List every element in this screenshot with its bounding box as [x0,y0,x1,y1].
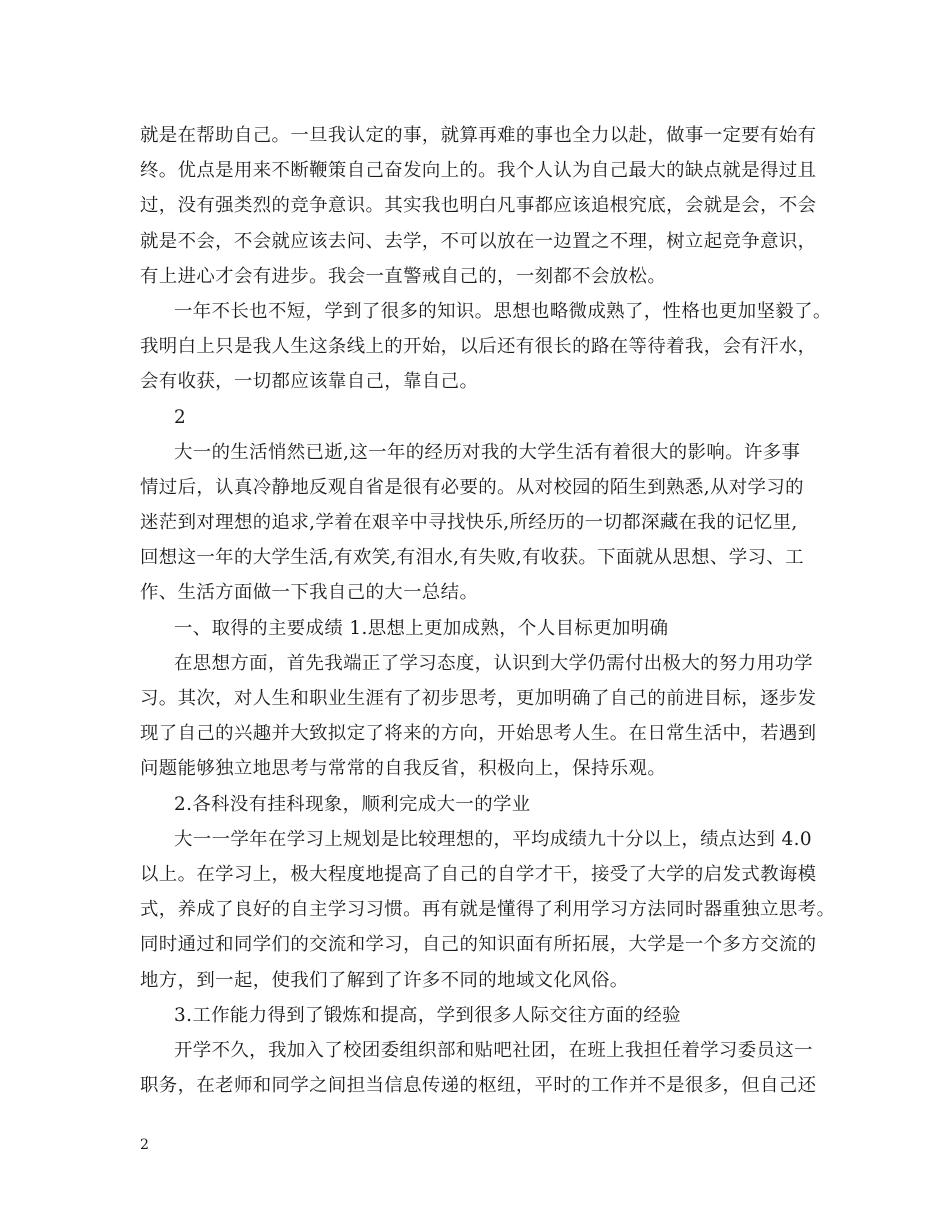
text-line: 习。其次，对人生和职业生涯有了初步思考，更加明确了自己的前进目标，逐步发 [140,688,817,709]
text-line: 大一的生活悄然已逝,这一年的经历对我的大学生活有着很大的影响。许多事 [174,441,801,463]
text-line: 一年不长也不短，学到了很多的知识。思想也略微成熟了，性格也更加坚毅了。 [174,300,832,322]
text-line: 2.各科没有挂科现象，顺利完成大一的学业 [174,793,531,815]
text-line: 开学不久，我加入了校团委组织部和贴吧社团，在班上我担任着学习委员这一 [174,1039,813,1061]
text-line: 职务，在老师和同学之间担当信息传递的枢纽，平时的工作并不是很多，但自己还 [140,1075,817,1097]
text-line: 就是在帮助自己。一旦我认定的事，就算再难的事也全力以赴，做事一定要有始有 [140,125,817,146]
text-line: 就是不会，不会就应该去问、去学，不可以放在一边置之不理，树立起竞争意识， [140,230,817,252]
text-line: 一、取得的主要成绩 1.思想上更加成熟，个人目标更加明确 [174,617,669,639]
text-line: 2 [174,406,187,428]
text-line: 情过后，认真冷静地反观自省是很有必要的。从对校园的陌生到熟悉,从对学习的 [140,476,804,498]
document-body [140,118,836,1103]
text-line: 以上。在学习上，极大程度地提高了自己的自学才干，接受了大学的启发式教诲模 [140,863,817,885]
text-line: 我明白上只是我人生这条线上的开始，以后还有很长的路在等待着我，会有汗水， [140,336,817,358]
text-line: 问题能够独立地思考与常常的自我反省，积极向上，保持乐观。 [140,758,667,780]
text-line: 大一一学年在学习上规划是比较理想的，平均成绩九十分以上，绩点达到 4.0 [174,828,812,850]
page-number: 2 [140,1137,149,1153]
text-line: 地方，到一起，使我们了解到了许多不同的地域文化风俗。 [140,969,629,991]
text-line: 式，养成了良好的自主学习习惯。再有就是懂得了利用学习方法同时器重独立思考。 [140,899,836,921]
text-line: 终。优点是用来不断鞭策自己奋发向上的。我个人认为自己最大的缺点就是得过且 [140,160,817,182]
text-line: 有上进心才会有进步。我会一直警戒自己的，一刻都不会放松。 [140,265,667,287]
text-line: 3.工作能力得到了锻炼和提高，学到很多人际交往方面的经验 [174,1004,681,1026]
text-line: 现了自己的兴趣并大致拟定了将来的方向，开始思考人生。在日常生活中，若遇到 [140,723,817,745]
text-line: 迷茫到对理想的追求,学着在艰辛中寻找快乐,所经历的一切都深藏在我的记忆里, [140,512,798,534]
text-line: 在思想方面，首先我端正了学习态度，认识到大学仍需付出极大的努力用功学 [174,652,813,674]
text-line: 会有收获，一切都应该靠自己，靠自己。 [140,371,479,393]
text-line: 作、生活方面做一下我自己的大一总结。 [140,582,479,604]
text-line: 同时通过和同学们的交流和学习，自己的知识面有所拓展，大学是一个多方交流的 [140,934,817,956]
text-line: 回想这一年的大学生活,有欢笑,有泪水,有失败,有收获。下面就从思想、学习、工 [140,547,804,569]
text-line: 过，没有强类烈的竞争意识。其实我也明白凡事都应该追根究底，会就是会，不会 [140,195,817,217]
